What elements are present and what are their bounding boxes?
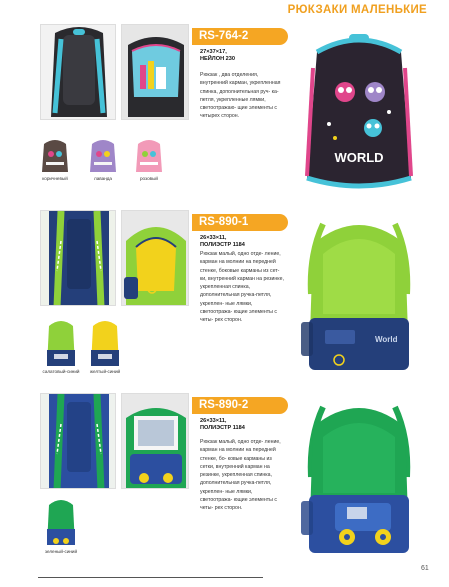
- backpack-back-photo: [40, 24, 116, 120]
- color-label: лаванда: [94, 176, 112, 181]
- backpack-hero-image: [289, 397, 429, 567]
- product-specs: [200, 235, 292, 249]
- backpack-hero-image: [289, 28, 429, 198]
- color-swatch-brown: [40, 138, 70, 174]
- product-description: Рюкзак , два отделения, внутренний карман, укрепленная спинка, дополнительная руч- ка-петля, укрепленные лямки, светоотражаю- щие элементы с четырех сторон.: [200, 72, 281, 120]
- product-section-rs-764-2: [0, 24, 449, 204]
- svg-text:World: World: [375, 335, 398, 344]
- backpack-interior-photo: [121, 210, 189, 306]
- model-tag: RS-764-2: [192, 28, 288, 45]
- backpack-hero-image: [289, 214, 429, 384]
- color-swatch-pink: [134, 138, 164, 174]
- product-section-rs-890-1: [0, 210, 449, 390]
- product-specs: [200, 418, 292, 432]
- backpack-back-photo: [40, 210, 116, 306]
- footer-divider: [38, 577, 263, 578]
- dimensions: 27×37×17,: [200, 49, 227, 55]
- backpack-back-photo: [40, 393, 116, 489]
- color-label: желтый-синий: [89, 369, 121, 374]
- hero-print-text: WORLD: [334, 150, 384, 165]
- color-label: зеленый-синий: [44, 549, 78, 554]
- color-swatch-green-blue: [44, 497, 78, 547]
- backpack-interior-photo: [121, 24, 189, 120]
- backpack-interior-photo: [121, 393, 189, 489]
- product-description: Рюкзак малый, одно отде- ление, карман на молнии на передней стенке, бо- ковые карманы из сетки, внутренний карман на резинке, укрепленная спинка, дополнительная ручка-петля, укреплен- ные лямки, светоотража- ющие элементы с четы- рех сторон.: [200, 439, 281, 512]
- color-label: розовый: [140, 176, 158, 181]
- material: НЕЙЛОН 230: [200, 56, 235, 62]
- product-specs: [200, 49, 292, 63]
- color-label: коричневый: [42, 176, 68, 181]
- product-description: Рюкзак малый, одно отде- ление, карман на молнии на передней стенке, боковые карманы из сет- ки, внутренний карман на резинке, укрепленная спинка, дополнительная ручка-петля, укреплен- ные лямки, светоотража- ющие элементы с четы- рех сторон.: [200, 251, 284, 324]
- material: ПОЛИЭСТР 1184: [200, 242, 245, 248]
- color-label: салатовый-синий: [42, 369, 80, 374]
- page-title: РЮКЗАКИ МАЛЕНЬКИЕ: [287, 4, 427, 16]
- model-tag: RS-890-2: [192, 397, 288, 414]
- color-swatch-lavender: [88, 138, 118, 174]
- material: ПОЛИЭСТР 1184: [200, 425, 245, 431]
- model-tag: RS-890-1: [192, 214, 288, 231]
- color-swatch-lime-blue: [44, 318, 78, 368]
- dimensions: 26×33×11,: [200, 235, 227, 241]
- dimensions: 26×33×11,: [200, 418, 227, 424]
- product-section-rs-890-2: [0, 393, 449, 573]
- page-number: 61: [421, 565, 429, 572]
- color-swatch-yellow-blue: [88, 318, 122, 368]
